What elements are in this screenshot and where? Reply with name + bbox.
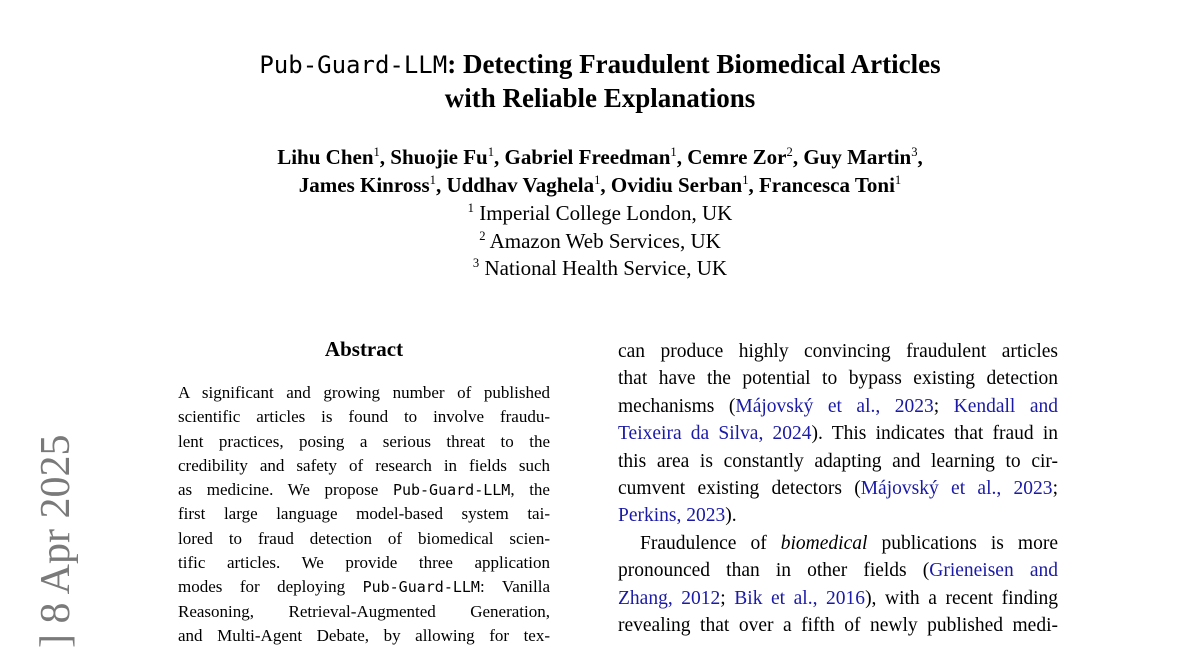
text-run: ; [720,587,735,609]
separator: , [494,145,505,169]
separator: , [435,173,447,197]
affiliation-list [0,200,1200,283]
body-line [618,502,1058,529]
system-name: Pub-Guard-LLM [392,481,511,500]
abstract-line: credibility and safety of research in fields such [178,455,550,475]
abstract-line: lored to fraud detection of biomedical scien- [178,528,550,548]
body-line: can produce highly convincing fraudulent articles [618,341,1058,362]
affil-mark: 3 [472,256,480,270]
affil-text: Imperial College London, UK [473,201,733,225]
title-line-1 [0,48,1200,82]
body-line [618,530,1058,557]
abstract-line: and Multi-Agent Debate, by allowing for tex- [178,625,550,645]
author: James Kinross [298,173,430,197]
author: Francesca Toni [758,173,895,197]
affiliation [0,255,1200,283]
author: Lihu Chen [277,145,374,169]
separator: , [676,145,688,169]
body-line [618,585,1058,612]
text-run: ). [725,505,737,527]
author: Uddhav Vaghela [446,173,595,197]
separator: , [379,145,391,169]
body-line [618,475,1058,502]
abstract-line: lent practices, posing a serious threat to the [178,431,550,451]
author-affil: 1 [487,145,495,159]
text-run: , the [510,480,550,500]
affiliation [0,228,1200,256]
abstract-line [178,478,550,502]
body-column-right [618,338,1058,639]
text-run: ). This indicates that fraud in [811,423,1059,445]
citation-link[interactable]: Kendall and [953,395,1058,417]
author-affil: 1 [670,145,677,159]
text-run: as medicine. We propose [178,480,393,500]
abstract-line: A significant and growing number of published [178,383,550,402]
author: Cemre Zor [687,145,787,169]
citation-link[interactable]: Teixeira da Silva, 2024 [618,423,812,445]
author-affil: 1 [742,173,749,187]
abstract-line [178,575,550,599]
text-run: publications is more [867,532,1058,554]
affil-mark: 2 [479,228,486,243]
citation-link[interactable]: Májovský et al., 2023 [735,395,934,417]
text-run: modes for deploying [178,577,363,597]
text-run: ; [933,395,954,417]
affil-text: National Health Service, UK [479,256,728,280]
author: Gabriel Freedman [504,145,671,169]
citation-link[interactable]: Perkins, 2023 [618,505,726,527]
author-affil: 2 [786,145,793,159]
system-name: Pub-Guard-LLM [259,51,448,79]
body-line [618,557,1058,584]
text-run: pronounced than in other fields ( [618,560,930,582]
affiliation [0,200,1200,228]
citation-link[interactable]: Grieneisen and [929,560,1058,582]
abstract-line: Reasoning, Retrieval-Augmented Generation, [178,601,550,621]
author: Shuojie Fu [390,145,488,169]
affil-text: Amazon Web Services, UK [485,228,721,253]
author-affil: 1 [594,173,601,187]
separator: , [600,173,611,197]
text-run: ; [1052,478,1058,500]
separator: , [917,145,923,169]
text-run: Fraudulence of [640,532,781,554]
citation-link[interactable]: Bik et al., 2016 [734,587,866,609]
separator: , [792,145,804,169]
text-run: : Vanilla [479,577,550,597]
abstract-body [178,381,550,648]
author-list [0,143,1200,199]
author-line-2 [0,171,1200,199]
text-run: cumvent existing detectors ( [618,478,861,500]
title-text: : Detecting Fraudulent Biomedical Articles [447,49,941,79]
title-line-2: with Reliable Explanations [444,83,756,113]
body-line [618,393,1058,420]
text-run: ), with a recent finding [865,587,1058,609]
author-affil: 3 [911,145,918,159]
author: Guy Martin [803,145,912,169]
abstract-line: scientific articles is found to involve fraudu- [178,407,550,427]
system-name: Pub-Guard-LLM [362,578,480,597]
affil-mark: 1 [467,201,474,215]
paper-title [0,48,1200,115]
citation-link[interactable]: Májovský et al., 2023 [860,478,1053,500]
author-affil: 1 [894,173,902,187]
author-line-1 [0,143,1200,171]
emphasis: biomedical [780,532,868,554]
body-line: revealing that over a fifth of newly published medi- [618,615,1058,637]
body-line: this area is constantly adapting and learning to cir- [618,450,1058,472]
body-line: that have the potential to bypass existing detection [618,368,1058,390]
citation-link[interactable]: Zhang, 2012 [618,587,721,609]
author: Ovidiu Serban [610,173,743,197]
author-affil: 1 [373,145,380,159]
separator: , [748,173,759,197]
abstract-line: tific articles. We provide three application [178,553,550,573]
author-affil: 1 [429,173,436,187]
abstract-heading: Abstract [324,337,404,361]
arxiv-stamp: ] 8 Apr 2025 [33,434,79,648]
body-line [618,420,1058,447]
abstract-line: first large language model-based system tai- [178,504,550,524]
text-run: mechanisms ( [618,395,736,417]
